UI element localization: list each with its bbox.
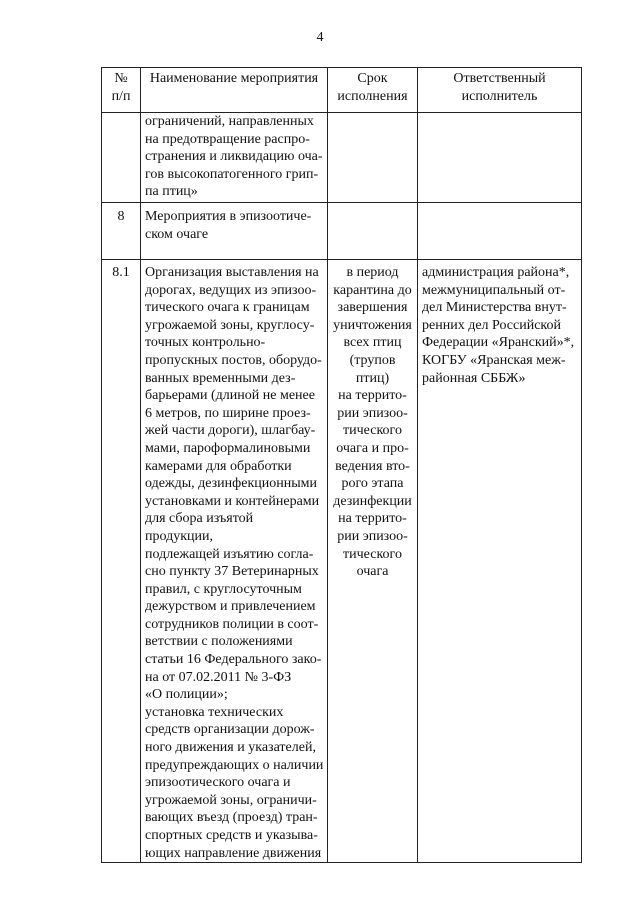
header-responsible: Ответственный исполнитель [418,68,582,113]
row-responsible: администрация района*, межмуниципальный от- дел Министерства внут- ренних дел Российской Федерации «Яранский»*, КОГБУ «Яранская меж- районная СББЖ» [418,260,582,863]
measures-table [101,67,582,863]
row-name: Организация выставления на дорогах, ведущих из эпизоо- тического очага к границам угрожаемой зоны, круглосу- точных контрольно- пропускных постов, оборудо- ванных временными дез- барьерами (длиной не менее 6 метров, по ширине проез- жей части дороги), шлагбау- мами, пароформалиновыми камерами для обработки одежды, дезинфекционными установками и контейнерами для сбора изъятой продукции, подлежащей изъятию согла- сно пункту 37 Ветеринарных правил, с круглосуточным дежурством и привлечением сотрудников полиции в соот- ветствии с положениями статьи 16 Федерального зако- на от 07.02.2011 № 3-ФЗ «О полиции»; установка технических средств организации дорож- ного движения и указателей, предупреждающих о наличии эпизоотического очага и угрожаемой зоны, ограничи- вающих въезд (проезд) тран- спортных средств и указыва- ющих направление движения [141,260,328,863]
row-name: ограничений, направленных на предотвращение распро- странения и ликвидацию оча- гов высокопатогенного грип- па птиц» [141,113,328,203]
header-num: № п/п [102,68,141,113]
row-term: в период карантина до завершения уничтожения всех птиц (трупов птиц) на террито- рии эпизоо- тического очага и про- ведения вто- рого этапа дезинфекции на террито- рии эпизоо- тического очага [328,260,418,863]
header-term: Срок исполнения [328,68,418,113]
header-name: Наименование мероприятия [141,68,328,113]
row-responsible [418,113,582,203]
row-num [102,113,141,203]
row-name: Мероприятия в эпизоотиче- ском очаге [141,203,328,260]
row-responsible [418,203,582,260]
row-term [328,203,418,260]
page-number: 4 [316,30,324,45]
table-row [102,203,582,260]
row-num: 8 [102,203,141,260]
row-term [328,113,418,203]
table-row [102,113,582,203]
row-num: 8.1 [102,260,141,863]
table-row [102,260,582,863]
table-header-row [102,68,582,113]
